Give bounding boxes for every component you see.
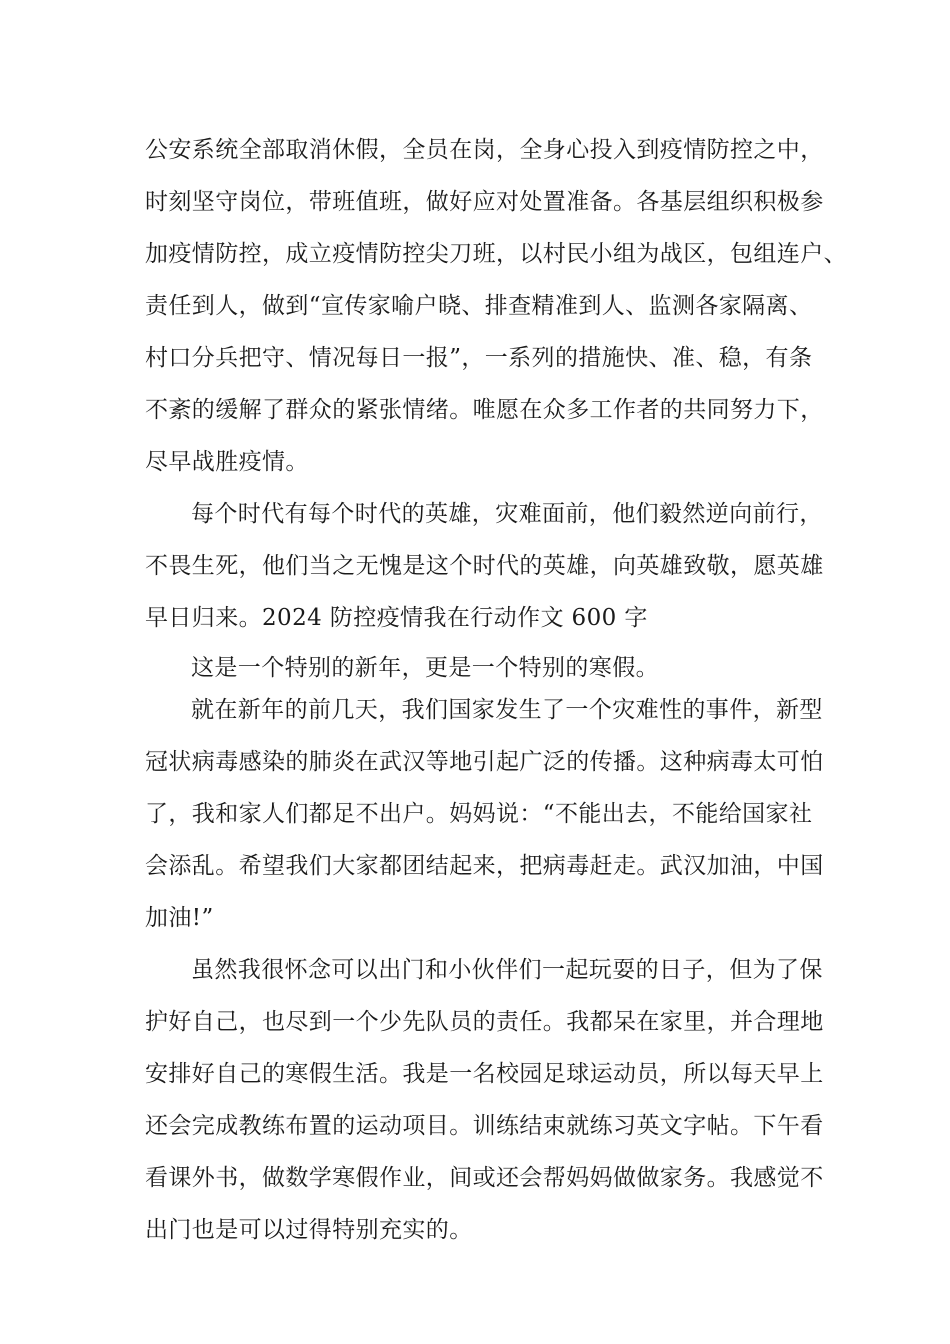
text-line: 加油!”	[145, 905, 214, 931]
document-body	[145, 128, 847, 1260]
text-line: 还会完成教练布置的运动项目。训练结束就练习英文字帖。下午看	[145, 1113, 824, 1139]
text-line: 安排好自己的寒假生活。我是一名校园足球运动员，所以每天早上	[145, 1061, 824, 1087]
paragraph-first-line: 虽然我很怀念可以出门和小伙伴们一起玩耍的日子，但为了保	[191, 957, 823, 983]
paragraph-first-line: 这是一个特别的新年，更是一个特别的寒假。	[191, 655, 659, 681]
paragraph-first-line: 每个时代有每个时代的英雄，灾难面前，他们毅然逆向前行，	[191, 501, 823, 527]
paragraph-first-line: 就在新年的前几天，我们国家发生了一个灾难性的事件，新型	[191, 697, 823, 723]
text-line: 早日归来。2024 防控疫情我在行动作文 600 字	[145, 605, 648, 631]
text-line: 责任到人，做到“宣传家喻户晓、排查精准到人、监测各家隔离、	[145, 293, 813, 319]
text-line: 会添乱。希望我们大家都团结起来，把病毒赶走。武汉加油，中国	[145, 853, 824, 879]
text-line: 看课外书，做数学寒假作业，间或还会帮妈妈做做家务。我感觉不	[145, 1165, 824, 1191]
text-line: 了，我和家人们都足不出户。妈妈说：“不能出去，不能给国家社	[145, 801, 813, 827]
text-line: 时刻坚守岗位，带班值班，做好应对处置准备。各基层组织积极参	[145, 189, 824, 215]
text-line: 出门也是可以过得特别充实的。	[145, 1217, 473, 1243]
text-line: 尽早战胜疫情。	[145, 449, 309, 475]
text-line: 不紊的缓解了群众的紧张情绪。唯愿在众多工作者的共同努力下，	[145, 397, 824, 423]
text-line: 村口分兵把守、情况每日一报”，一系列的措施快、准、稳，有条	[145, 345, 813, 371]
text-line: 公安系统全部取消休假，全员在岗，全身心投入到疫情防控之中，	[145, 137, 824, 163]
text-line: 冠状病毒感染的肺炎在武汉等地引起广泛的传播。这种病毒太可怕	[145, 749, 824, 775]
text-line: 不畏生死，他们当之无愧是这个时代的英雄，向英雄致敬，愿英雄	[145, 553, 824, 579]
text-line: 加疫情防控，成立疫情防控尖刀班，以村民小组为战区，包组连户、	[145, 241, 847, 267]
text-line: 护好自己，也尽到一个少先队员的责任。我都呆在家里，并合理地	[145, 1009, 824, 1035]
